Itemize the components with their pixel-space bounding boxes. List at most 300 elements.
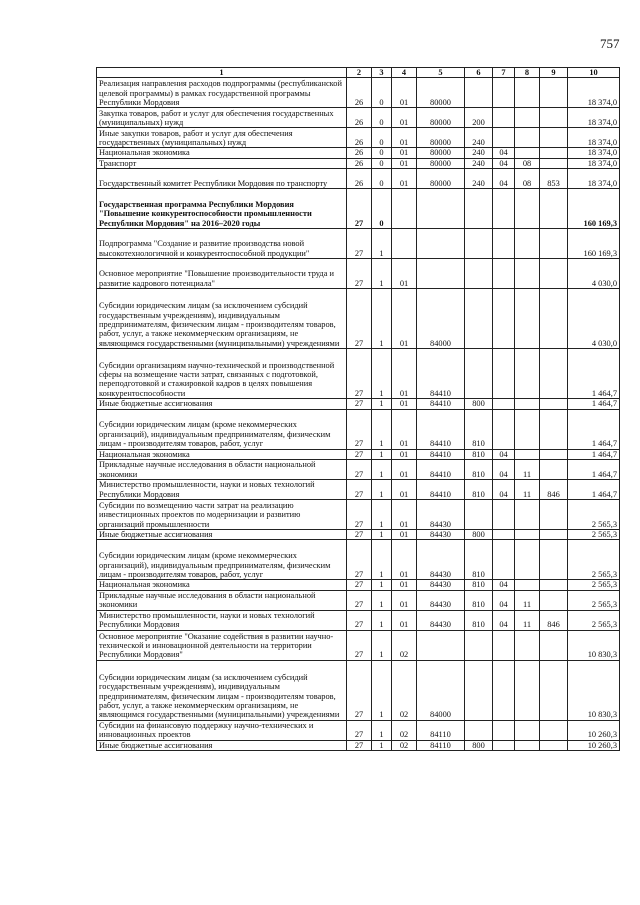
code-cell-3: 0 <box>372 158 392 168</box>
code-cell-9 <box>540 289 568 349</box>
code-cell-7 <box>493 720 515 740</box>
code-cell-3: 1 <box>372 580 392 590</box>
code-cell-4: 01 <box>392 480 417 500</box>
code-cell-9 <box>540 460 568 480</box>
row-name-cell: Субсидии на финансовую поддержку научно-технических и инновационных проектов <box>97 720 347 740</box>
table-row <box>97 108 620 128</box>
code-cell-9 <box>540 409 568 449</box>
code-cell-7 <box>493 500 515 530</box>
amount-cell: 1 464,7 <box>568 449 620 459</box>
code-cell-8 <box>515 259 540 289</box>
amount-cell: 1 464,7 <box>568 460 620 480</box>
row-name-cell: Основное мероприятие "Повышение производительности труда и развитие кадрового потенциала" <box>97 259 347 289</box>
code-cell-8 <box>515 229 540 259</box>
code-cell-4: 01 <box>392 500 417 530</box>
table-row <box>97 289 620 349</box>
code-cell-6 <box>465 349 493 399</box>
code-cell-9 <box>540 189 568 229</box>
table-row <box>97 580 620 590</box>
code-cell-5: 84410 <box>417 349 465 399</box>
table-row <box>97 259 620 289</box>
header-row <box>97 68 620 78</box>
row-name-cell: Субсидии по возмещению части затрат на реализацию инвестиционных проектов по модернизации и развитию организаций промышленности <box>97 500 347 530</box>
code-cell-7: 04 <box>493 169 515 189</box>
code-cell-4: 01 <box>392 289 417 349</box>
code-cell-4: 02 <box>392 740 417 750</box>
table-row <box>97 158 620 168</box>
amount-cell: 10 260,3 <box>568 740 620 750</box>
code-cell-7 <box>493 540 515 580</box>
code-cell-4: 01 <box>392 580 417 590</box>
code-cell-2: 26 <box>347 78 372 108</box>
code-cell-8: 11 <box>515 460 540 480</box>
amount-cell: 18 374,0 <box>568 128 620 148</box>
code-cell-2: 26 <box>347 128 372 148</box>
code-cell-2: 26 <box>347 169 372 189</box>
table-row <box>97 189 620 229</box>
code-cell-5: 84430 <box>417 580 465 590</box>
code-cell-5: 84410 <box>417 449 465 459</box>
code-cell-6: 810 <box>465 480 493 500</box>
code-cell-3: 0 <box>372 148 392 158</box>
code-cell-9 <box>540 229 568 259</box>
code-cell-3: 1 <box>372 610 392 630</box>
table-row <box>97 500 620 530</box>
code-cell-4: 01 <box>392 169 417 189</box>
code-cell-8 <box>515 78 540 108</box>
code-cell-6: 200 <box>465 108 493 128</box>
amount-cell: 18 374,0 <box>568 108 620 128</box>
code-cell-8 <box>515 349 540 399</box>
code-cell-6: 240 <box>465 148 493 158</box>
code-cell-7 <box>493 229 515 259</box>
code-cell-7: 04 <box>493 449 515 459</box>
code-cell-9 <box>540 580 568 590</box>
table-row <box>97 169 620 189</box>
code-cell-7 <box>493 630 515 660</box>
row-name-cell: Закупка товаров, работ и услуг для обеспечения государственных (муниципальных) нужд <box>97 108 347 128</box>
code-cell-7: 04 <box>493 590 515 610</box>
code-cell-4: 01 <box>392 540 417 580</box>
table-row <box>97 229 620 259</box>
table-row <box>97 660 620 720</box>
code-cell-3: 1 <box>372 500 392 530</box>
table-row <box>97 449 620 459</box>
row-name-cell: Иные бюджетные ассигнования <box>97 530 347 540</box>
code-cell-2: 27 <box>347 259 372 289</box>
code-cell-4: 01 <box>392 399 417 409</box>
code-cell-9 <box>540 590 568 610</box>
code-cell-7 <box>493 128 515 148</box>
code-cell-4 <box>392 229 417 259</box>
code-cell-6: 810 <box>465 409 493 449</box>
code-cell-9 <box>540 158 568 168</box>
code-cell-7 <box>493 409 515 449</box>
code-cell-3: 1 <box>372 660 392 720</box>
column-header-6: 6 <box>465 68 493 78</box>
amount-cell: 4 030,0 <box>568 289 620 349</box>
code-cell-8 <box>515 580 540 590</box>
column-header-1: 1 <box>97 68 347 78</box>
row-name-cell: Прикладные научные исследования в области национальной экономики <box>97 590 347 610</box>
code-cell-6: 800 <box>465 530 493 540</box>
code-cell-3: 1 <box>372 399 392 409</box>
code-cell-5: 80000 <box>417 169 465 189</box>
code-cell-5: 84410 <box>417 460 465 480</box>
code-cell-5: 84430 <box>417 530 465 540</box>
code-cell-7 <box>493 259 515 289</box>
row-name-cell: Национальная экономика <box>97 148 347 158</box>
amount-cell: 2 565,3 <box>568 530 620 540</box>
code-cell-4: 01 <box>392 78 417 108</box>
table-row <box>97 128 620 148</box>
amount-cell: 18 374,0 <box>568 169 620 189</box>
table-row <box>97 480 620 500</box>
column-header-9: 9 <box>540 68 568 78</box>
code-cell-4: 01 <box>392 530 417 540</box>
code-cell-3: 1 <box>372 229 392 259</box>
code-cell-3: 0 <box>372 169 392 189</box>
code-cell-7 <box>493 740 515 750</box>
code-cell-9 <box>540 720 568 740</box>
code-cell-3: 0 <box>372 189 392 229</box>
code-cell-5: 80000 <box>417 148 465 158</box>
code-cell-3: 1 <box>372 449 392 459</box>
code-cell-7: 04 <box>493 158 515 168</box>
code-cell-5: 84430 <box>417 500 465 530</box>
code-cell-6 <box>465 660 493 720</box>
row-name-cell: Национальная экономика <box>97 449 347 459</box>
code-cell-8: 08 <box>515 158 540 168</box>
column-header-3: 3 <box>372 68 392 78</box>
code-cell-8 <box>515 409 540 449</box>
code-cell-6 <box>465 78 493 108</box>
code-cell-2: 26 <box>347 148 372 158</box>
code-cell-8 <box>515 530 540 540</box>
code-cell-2: 27 <box>347 740 372 750</box>
code-cell-8 <box>515 399 540 409</box>
code-cell-2: 27 <box>347 189 372 229</box>
code-cell-6: 240 <box>465 158 493 168</box>
code-cell-8 <box>515 108 540 128</box>
table-row <box>97 148 620 158</box>
code-cell-7: 04 <box>493 480 515 500</box>
code-cell-4 <box>392 189 417 229</box>
code-cell-6: 800 <box>465 740 493 750</box>
table-row <box>97 460 620 480</box>
code-cell-8: 11 <box>515 590 540 610</box>
column-header-10: 10 <box>568 68 620 78</box>
code-cell-2: 27 <box>347 580 372 590</box>
code-cell-5: 84410 <box>417 399 465 409</box>
code-cell-9 <box>540 500 568 530</box>
row-name-cell: Субсидии юридическим лицам (кроме некоммерческих организаций), индивидуальным предпринимателям, физическим лицам - производителям товаров, работ, услуг <box>97 409 347 449</box>
amount-cell: 1 464,7 <box>568 349 620 399</box>
column-header-5: 5 <box>417 68 465 78</box>
code-cell-8 <box>515 449 540 459</box>
code-cell-8: 08 <box>515 169 540 189</box>
code-cell-2: 27 <box>347 660 372 720</box>
code-cell-2: 27 <box>347 460 372 480</box>
amount-cell: 2 565,3 <box>568 610 620 630</box>
code-cell-5: 84430 <box>417 610 465 630</box>
code-cell-3: 1 <box>372 720 392 740</box>
code-cell-9 <box>540 399 568 409</box>
table-row <box>97 720 620 740</box>
row-name-cell: Иные бюджетные ассигнования <box>97 740 347 750</box>
code-cell-5: 84000 <box>417 660 465 720</box>
code-cell-4: 01 <box>392 409 417 449</box>
code-cell-2: 27 <box>347 480 372 500</box>
amount-cell: 1 464,7 <box>568 399 620 409</box>
code-cell-4: 02 <box>392 660 417 720</box>
code-cell-4: 01 <box>392 590 417 610</box>
code-cell-6: 810 <box>465 540 493 580</box>
code-cell-9 <box>540 540 568 580</box>
code-cell-4: 01 <box>392 259 417 289</box>
row-name-cell: Подпрограмма "Создание и развитие производства новой высокотехнологичной и конкурентоспособной продукции" <box>97 229 347 259</box>
code-cell-4: 01 <box>392 610 417 630</box>
code-cell-4: 01 <box>392 128 417 148</box>
code-cell-8: 11 <box>515 480 540 500</box>
row-name-cell: Министерство промышленности, науки и новых технологий Республики Мордовия <box>97 610 347 630</box>
code-cell-6 <box>465 189 493 229</box>
row-name-cell: Иные закупки товаров, работ и услуг для обеспечения государственных (муниципальных) нужд <box>97 128 347 148</box>
code-cell-5 <box>417 259 465 289</box>
amount-cell: 2 565,3 <box>568 540 620 580</box>
code-cell-3: 1 <box>372 460 392 480</box>
row-name-cell: Прикладные научные исследования в области национальной экономики <box>97 460 347 480</box>
code-cell-4: 02 <box>392 720 417 740</box>
code-cell-6: 810 <box>465 580 493 590</box>
code-cell-8 <box>515 500 540 530</box>
row-name-cell: Государственная программа Республики Мордовия "Повышение конкурентоспособности промышленности Республики Мордовия" на 2016–2020 годы <box>97 189 347 229</box>
code-cell-6 <box>465 229 493 259</box>
amount-cell: 2 565,3 <box>568 580 620 590</box>
code-cell-4: 01 <box>392 460 417 480</box>
code-cell-2: 27 <box>347 399 372 409</box>
code-cell-9 <box>540 349 568 399</box>
code-cell-2: 27 <box>347 530 372 540</box>
code-cell-8 <box>515 148 540 158</box>
code-cell-4: 01 <box>392 108 417 128</box>
code-cell-8 <box>515 720 540 740</box>
code-cell-7: 04 <box>493 610 515 630</box>
table-row <box>97 610 620 630</box>
code-cell-6: 800 <box>465 399 493 409</box>
code-cell-8 <box>515 740 540 750</box>
amount-cell: 10 260,3 <box>568 720 620 740</box>
amount-cell: 2 565,3 <box>568 590 620 610</box>
code-cell-6 <box>465 720 493 740</box>
budget-table <box>96 67 620 751</box>
code-cell-6 <box>465 630 493 660</box>
row-name-cell: Национальная экономика <box>97 580 347 590</box>
table-row <box>97 590 620 610</box>
code-cell-3: 0 <box>372 78 392 108</box>
code-cell-8 <box>515 660 540 720</box>
code-cell-3: 1 <box>372 590 392 610</box>
code-cell-6: 810 <box>465 590 493 610</box>
row-name-cell: Субсидии юридическим лицам (кроме некоммерческих организаций), индивидуальным предпринимателям, физическим лицам - производителям товаров, работ, услуг <box>97 540 347 580</box>
code-cell-4: 02 <box>392 630 417 660</box>
code-cell-7 <box>493 108 515 128</box>
code-cell-9 <box>540 740 568 750</box>
code-cell-7 <box>493 660 515 720</box>
code-cell-7 <box>493 289 515 349</box>
row-name-cell: Государственный комитет Республики Мордовия по транспорту <box>97 169 347 189</box>
code-cell-3: 1 <box>372 530 392 540</box>
table-row <box>97 630 620 660</box>
code-cell-5: 84410 <box>417 409 465 449</box>
code-cell-9 <box>540 108 568 128</box>
code-cell-3: 1 <box>372 740 392 750</box>
code-cell-5: 84430 <box>417 590 465 610</box>
code-cell-7 <box>493 78 515 108</box>
code-cell-7 <box>493 189 515 229</box>
code-cell-8 <box>515 289 540 349</box>
code-cell-7: 04 <box>493 148 515 158</box>
amount-cell: 10 830,3 <box>568 660 620 720</box>
code-cell-5: 84110 <box>417 720 465 740</box>
code-cell-2: 27 <box>347 720 372 740</box>
code-cell-9 <box>540 128 568 148</box>
code-cell-5: 84430 <box>417 540 465 580</box>
code-cell-5: 80000 <box>417 128 465 148</box>
code-cell-2: 27 <box>347 349 372 399</box>
code-cell-8: 11 <box>515 610 540 630</box>
amount-cell: 4 030,0 <box>568 259 620 289</box>
code-cell-2: 26 <box>347 108 372 128</box>
amount-cell: 10 830,3 <box>568 630 620 660</box>
table-row <box>97 540 620 580</box>
amount-cell: 160 169,3 <box>568 189 620 229</box>
amount-cell: 18 374,0 <box>568 158 620 168</box>
column-header-4: 4 <box>392 68 417 78</box>
column-header-2: 2 <box>347 68 372 78</box>
row-name-cell: Субсидии юридическим лицам (за исключением субсидий государственным учреждениям), индивидуальным предпринимателям, физическим лицам - производителям товаров, работ, услуг, а также некоммерческим организациям, не являющимся государственными (муниципальными) учреждениями <box>97 660 347 720</box>
row-name-cell: Иные бюджетные ассигнования <box>97 399 347 409</box>
code-cell-3: 1 <box>372 409 392 449</box>
table-row <box>97 740 620 750</box>
amount-cell: 18 374,0 <box>568 148 620 158</box>
code-cell-9 <box>540 660 568 720</box>
code-cell-5: 84410 <box>417 480 465 500</box>
code-cell-3: 0 <box>372 128 392 148</box>
row-name-cell: Основное мероприятие "Оказание содействия в развитии научно-технической и инновационной деятельности на территории Республики Мордовия" <box>97 630 347 660</box>
amount-cell: 1 464,7 <box>568 409 620 449</box>
code-cell-5 <box>417 229 465 259</box>
code-cell-9 <box>540 148 568 158</box>
code-cell-5: 84000 <box>417 289 465 349</box>
code-cell-4: 01 <box>392 349 417 399</box>
code-cell-8 <box>515 189 540 229</box>
amount-cell: 18 374,0 <box>568 78 620 108</box>
amount-cell: 1 464,7 <box>568 480 620 500</box>
code-cell-9 <box>540 530 568 540</box>
code-cell-9 <box>540 259 568 289</box>
code-cell-5: 80000 <box>417 158 465 168</box>
code-cell-5: 80000 <box>417 78 465 108</box>
code-cell-9 <box>540 449 568 459</box>
code-cell-7 <box>493 399 515 409</box>
table-body <box>97 78 620 751</box>
code-cell-6: 810 <box>465 460 493 480</box>
table-row <box>97 409 620 449</box>
code-cell-8 <box>515 128 540 148</box>
code-cell-4: 01 <box>392 158 417 168</box>
code-cell-4: 01 <box>392 449 417 459</box>
code-cell-3: 1 <box>372 480 392 500</box>
code-cell-3: 1 <box>372 289 392 349</box>
code-cell-2: 27 <box>347 630 372 660</box>
code-cell-2: 27 <box>347 449 372 459</box>
code-cell-2: 27 <box>347 229 372 259</box>
code-cell-2: 27 <box>347 500 372 530</box>
table-row <box>97 349 620 399</box>
code-cell-9: 846 <box>540 480 568 500</box>
code-cell-6: 240 <box>465 128 493 148</box>
row-name-cell: Субсидии организациям научно-технической и производственной сферы на возмещение части затрат, связанных с подготовкой, переподготовкой и стажировкой кадров в целях повышения конкурентоспособности <box>97 349 347 399</box>
code-cell-3: 1 <box>372 259 392 289</box>
code-cell-2: 27 <box>347 409 372 449</box>
code-cell-6 <box>465 289 493 349</box>
code-cell-3: 1 <box>372 349 392 399</box>
code-cell-3: 1 <box>372 540 392 580</box>
code-cell-5: 80000 <box>417 108 465 128</box>
code-cell-3: 0 <box>372 108 392 128</box>
code-cell-2: 27 <box>347 590 372 610</box>
code-cell-5 <box>417 630 465 660</box>
code-cell-7: 04 <box>493 460 515 480</box>
code-cell-2: 27 <box>347 540 372 580</box>
code-cell-2: 27 <box>347 289 372 349</box>
row-name-cell: Субсидии юридическим лицам (за исключением субсидий государственным учреждениям), индивидуальным предпринимателям, физическим лицам - производителям товаров, работ, услуг, а также некоммерческим организациям, не являющимся государственными (муниципальными) учреждениями <box>97 289 347 349</box>
code-cell-8 <box>515 540 540 580</box>
code-cell-4: 01 <box>392 148 417 158</box>
column-header-8: 8 <box>515 68 540 78</box>
amount-cell: 160 169,3 <box>568 229 620 259</box>
code-cell-7: 04 <box>493 580 515 590</box>
code-cell-6 <box>465 500 493 530</box>
code-cell-5 <box>417 189 465 229</box>
code-cell-2: 26 <box>347 158 372 168</box>
code-cell-5: 84110 <box>417 740 465 750</box>
code-cell-7 <box>493 530 515 540</box>
row-name-cell: Министерство промышленности, науки и новых технологий Республики Мордовия <box>97 480 347 500</box>
code-cell-7 <box>493 349 515 399</box>
code-cell-2: 27 <box>347 610 372 630</box>
code-cell-9 <box>540 78 568 108</box>
row-name-cell: Транспорт <box>97 158 347 168</box>
column-header-7: 7 <box>493 68 515 78</box>
amount-cell: 2 565,3 <box>568 500 620 530</box>
code-cell-6: 810 <box>465 610 493 630</box>
table-row <box>97 78 620 108</box>
code-cell-6: 240 <box>465 169 493 189</box>
code-cell-9: 846 <box>540 610 568 630</box>
code-cell-6 <box>465 259 493 289</box>
table-row <box>97 399 620 409</box>
code-cell-3: 1 <box>372 630 392 660</box>
row-name-cell: Реализация направления расходов подпрограммы (республиканской целевой программы) в рамках государственной программы Республики Мордовия <box>97 78 347 108</box>
table-row <box>97 530 620 540</box>
code-cell-6: 810 <box>465 449 493 459</box>
page-number: 757 <box>600 36 620 51</box>
code-cell-8 <box>515 630 540 660</box>
code-cell-9 <box>540 630 568 660</box>
code-cell-9: 853 <box>540 169 568 189</box>
